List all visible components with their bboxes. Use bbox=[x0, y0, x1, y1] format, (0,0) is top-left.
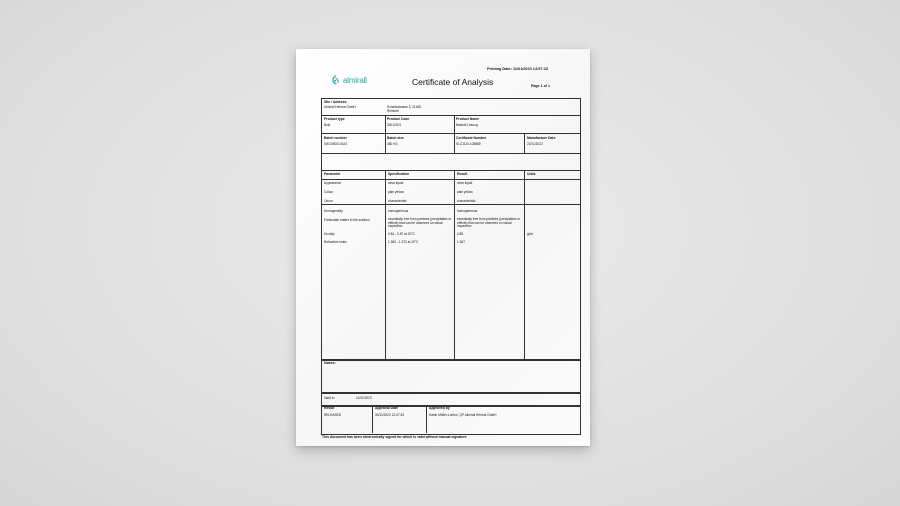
table-cell: essentially free from particles (precipitates or effects) that can be observed on visual inspection bbox=[457, 217, 521, 229]
notes-box bbox=[321, 359, 581, 394]
batch-size-label: Batch size bbox=[387, 136, 404, 140]
divider bbox=[321, 133, 580, 134]
divider bbox=[524, 133, 525, 153]
manufacture-date-label: Manufacture Date bbox=[527, 136, 556, 140]
certificate-number-value: SLC1110-108889 bbox=[456, 142, 481, 146]
product-name-value: Basisöl Lösung bbox=[456, 123, 478, 127]
table-cell: characteristic bbox=[457, 199, 476, 203]
site-name: Almirall Hermal GmbH bbox=[324, 105, 356, 109]
site-address-line2: Reinbek bbox=[387, 109, 399, 113]
certificate-document bbox=[296, 49, 590, 446]
product-type-value: Bulk bbox=[324, 123, 331, 127]
site-address-line1: Scholtzstrasse 3, 21465 bbox=[387, 105, 422, 109]
results-header-specification: Specification bbox=[388, 172, 410, 176]
product-code-value: 30012001 bbox=[387, 123, 402, 127]
table-cell: Colour bbox=[324, 190, 334, 194]
electronic-signature-note: This document has been electronically signed for which is valid without manual signature bbox=[322, 435, 467, 439]
table-cell: Appearance bbox=[324, 181, 342, 185]
valid-to-label: Valid to bbox=[324, 396, 335, 400]
table-cell: homogeneous bbox=[457, 209, 478, 213]
logo-text: almirall bbox=[343, 75, 367, 85]
approved-by-value: Katrin Müller-Lorenz, QP Almirall Hermal GmbH bbox=[429, 413, 497, 417]
divider bbox=[426, 405, 427, 433]
divider bbox=[321, 115, 580, 116]
notes-label: Notes: bbox=[324, 361, 336, 365]
valid-to-value: 11/01/2023 bbox=[356, 396, 372, 400]
almirall-logo-icon bbox=[331, 75, 340, 85]
approved-by-label: Approved by bbox=[429, 406, 450, 410]
result-label: Result bbox=[324, 406, 335, 410]
table-cell: essentially free from particles (precipitates or effects) that can be observed on visual inspection bbox=[388, 217, 452, 229]
approval-date-value: 30/11/2022 12:47:33 bbox=[375, 413, 405, 417]
divider bbox=[385, 170, 386, 359]
release-box bbox=[321, 405, 581, 435]
results-header-result: Result bbox=[457, 172, 468, 176]
batch-number-label: Batch number bbox=[324, 136, 347, 140]
results-header-parameter: Parameter bbox=[324, 172, 341, 176]
page-number: Page 1 of 1 bbox=[531, 84, 550, 88]
table-cell: 0.85 bbox=[457, 232, 464, 236]
company-logo bbox=[331, 75, 367, 85]
table-cell: 0.84 - 0.87 at 20°C bbox=[388, 232, 415, 236]
table-cell: pale yellow bbox=[388, 190, 404, 194]
divider bbox=[454, 115, 455, 153]
divider bbox=[372, 405, 373, 433]
batch-size-value: 480 KG bbox=[387, 142, 398, 146]
product-type-label: Product type bbox=[324, 117, 345, 121]
batch-number-value: 0001080213424 bbox=[324, 142, 348, 146]
table-cell: homogeneous bbox=[388, 209, 409, 213]
results-header-units: Units bbox=[527, 172, 536, 176]
results-header-divider bbox=[321, 179, 580, 180]
certificate-number-label: Certificate Number bbox=[456, 136, 487, 140]
divider bbox=[321, 153, 580, 154]
document-title: Certificate of Analysis bbox=[412, 77, 494, 87]
table-cell: Particulate matter in the solution bbox=[324, 218, 370, 222]
manufacture-date-value: 22/11/2022 bbox=[527, 142, 543, 146]
divider bbox=[454, 170, 455, 359]
table-cell: pale yellow bbox=[457, 190, 473, 194]
divider bbox=[524, 170, 525, 359]
table-cell: Refractive index bbox=[324, 240, 347, 244]
table-cell: Density bbox=[324, 232, 335, 236]
table-cell: g/ml bbox=[527, 232, 534, 236]
table-cell: characteristic bbox=[388, 199, 407, 203]
results-table bbox=[321, 170, 581, 361]
table-cell: 1.367 bbox=[457, 240, 465, 244]
product-name-label: Product Name bbox=[456, 117, 479, 121]
divider bbox=[385, 115, 386, 153]
table-cell: 1.380 - 1.370 at 20°C bbox=[388, 240, 419, 244]
table-cell: clear liquid bbox=[457, 181, 473, 185]
site-label: Site / Address bbox=[324, 100, 347, 104]
result-value: RELEASED bbox=[324, 413, 342, 417]
table-cell: Homogeneity bbox=[324, 209, 343, 213]
table-cell: clear liquid bbox=[388, 181, 404, 185]
approval-date-label: Approval Date bbox=[375, 406, 398, 410]
product-code-label: Product Code bbox=[387, 117, 410, 121]
table-cell: Odour bbox=[324, 199, 333, 203]
printing-date: Printing Date: 11/01/2023 14:57:23 bbox=[487, 67, 548, 71]
